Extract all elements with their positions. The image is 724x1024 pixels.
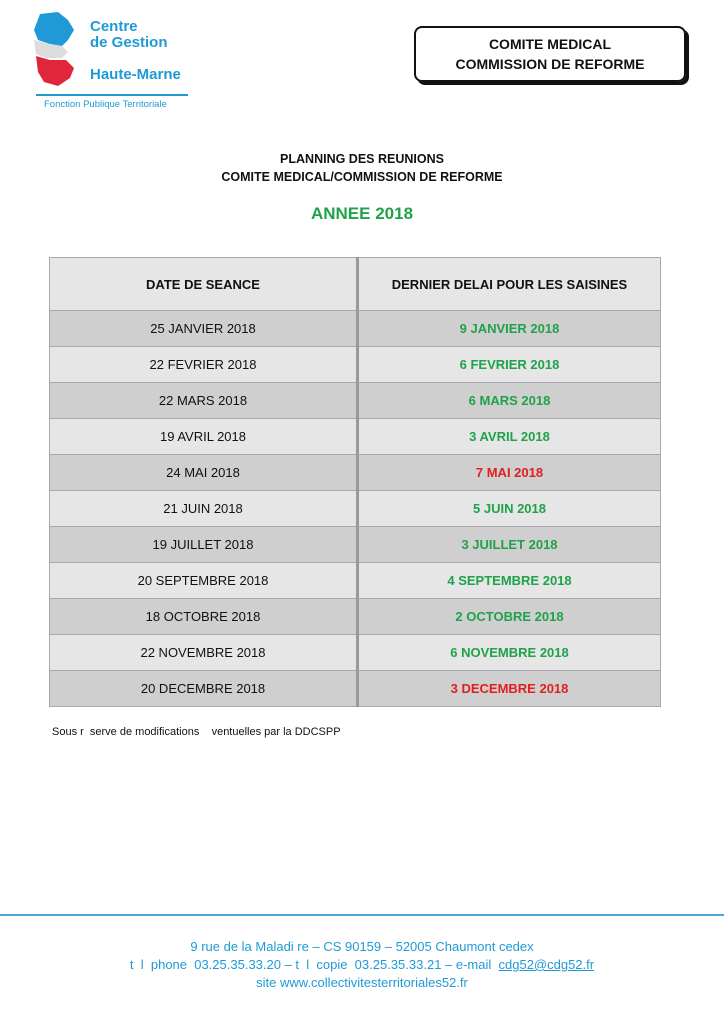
table-row [50, 563, 661, 599]
table-row [50, 455, 661, 491]
footer-divider [0, 914, 724, 916]
table-row [50, 347, 661, 383]
footer-phone: t l phone 03.25.35.33.20 – t l copie 03.25.35.33.21 – e-mail [129, 957, 499, 972]
table-row [50, 419, 661, 455]
deadline-cell: 2 OCTOBRE 2018 [358, 599, 661, 635]
header-box-line1: COMITE MEDICAL [488, 36, 612, 52]
table-row [50, 311, 661, 347]
deadline-cell: 7 MAI 2018 [358, 455, 661, 491]
deadline-cell: 6 FEVRIER 2018 [358, 347, 661, 383]
header-box-line2: COMMISSION DE REFORME [455, 56, 645, 72]
seance-date-cell: 24 MAI 2018 [50, 455, 358, 491]
seance-date-cell: 18 OCTOBRE 2018 [50, 599, 358, 635]
footer-email-link[interactable]: cdg52@cdg52.fr [498, 957, 595, 972]
seance-date-cell: 22 NOVEMBRE 2018 [50, 635, 358, 671]
seance-date-cell: 19 AVRIL 2018 [50, 419, 358, 455]
seance-date-cell: 19 JUILLET 2018 [50, 527, 358, 563]
deadline-cell: 3 AVRIL 2018 [358, 419, 661, 455]
logo-line-gestion: de Gestion [90, 34, 168, 51]
deadline-cell: 6 MARS 2018 [358, 383, 661, 419]
haute-marne-map-icon [28, 10, 88, 94]
footer-contact [0, 956, 724, 974]
seance-date-cell: 20 DECEMBRE 2018 [50, 671, 358, 707]
deadline-cell: 9 JANVIER 2018 [358, 311, 661, 347]
title-line2: COMITE MEDICAL/COMMISSION DE REFORME [221, 170, 503, 184]
column-header-date: DATE DE SEANCE [50, 258, 358, 311]
logo-line-centre: Centre [90, 18, 138, 35]
footer-address: 9 rue de la Maladi re – CS 90159 – 52005 Chaumont cedex [190, 939, 534, 954]
table-row [50, 527, 661, 563]
logo-line-haute-marne: Haute-Marne [90, 66, 181, 83]
seance-date-cell: 21 JUIN 2018 [50, 491, 358, 527]
footer [0, 938, 724, 992]
seance-date-cell: 22 MARS 2018 [50, 383, 358, 419]
seance-date-cell: 25 JANVIER 2018 [50, 311, 358, 347]
table-row [50, 671, 661, 707]
deadline-cell: 5 JUIN 2018 [358, 491, 661, 527]
title-line1: PLANNING DES REUNIONS [280, 152, 444, 166]
deadline-cell: 4 SEPTEMBRE 2018 [358, 563, 661, 599]
planning-table [49, 257, 661, 707]
deadline-cell: 6 NOVEMBRE 2018 [358, 635, 661, 671]
seance-date-cell: 20 SEPTEMBRE 2018 [50, 563, 358, 599]
page-title [0, 150, 724, 186]
deadline-cell: 3 DECEMBRE 2018 [358, 671, 661, 707]
logo-divider [36, 94, 188, 96]
table-row [50, 635, 661, 671]
deadline-cell: 3 JUILLET 2018 [358, 527, 661, 563]
table-row [50, 383, 661, 419]
year-heading: ANNEE 2018 [310, 204, 414, 223]
table-header-row [50, 258, 661, 311]
footer-site: site www.collectivitesterritoriales52.fr [256, 975, 468, 990]
header-box [414, 26, 686, 82]
column-header-deadline: DERNIER DELAI POUR LES SAISINES [358, 258, 661, 311]
logo-subtitle: Fonction Publique Territoriale [44, 99, 167, 110]
disclaimer-note: Sous r serve de modifications ventuelles par la DDCSPP [52, 726, 341, 738]
table-row [50, 599, 661, 635]
logo [28, 10, 208, 114]
seance-date-cell: 22 FEVRIER 2018 [50, 347, 358, 383]
table-row [50, 491, 661, 527]
